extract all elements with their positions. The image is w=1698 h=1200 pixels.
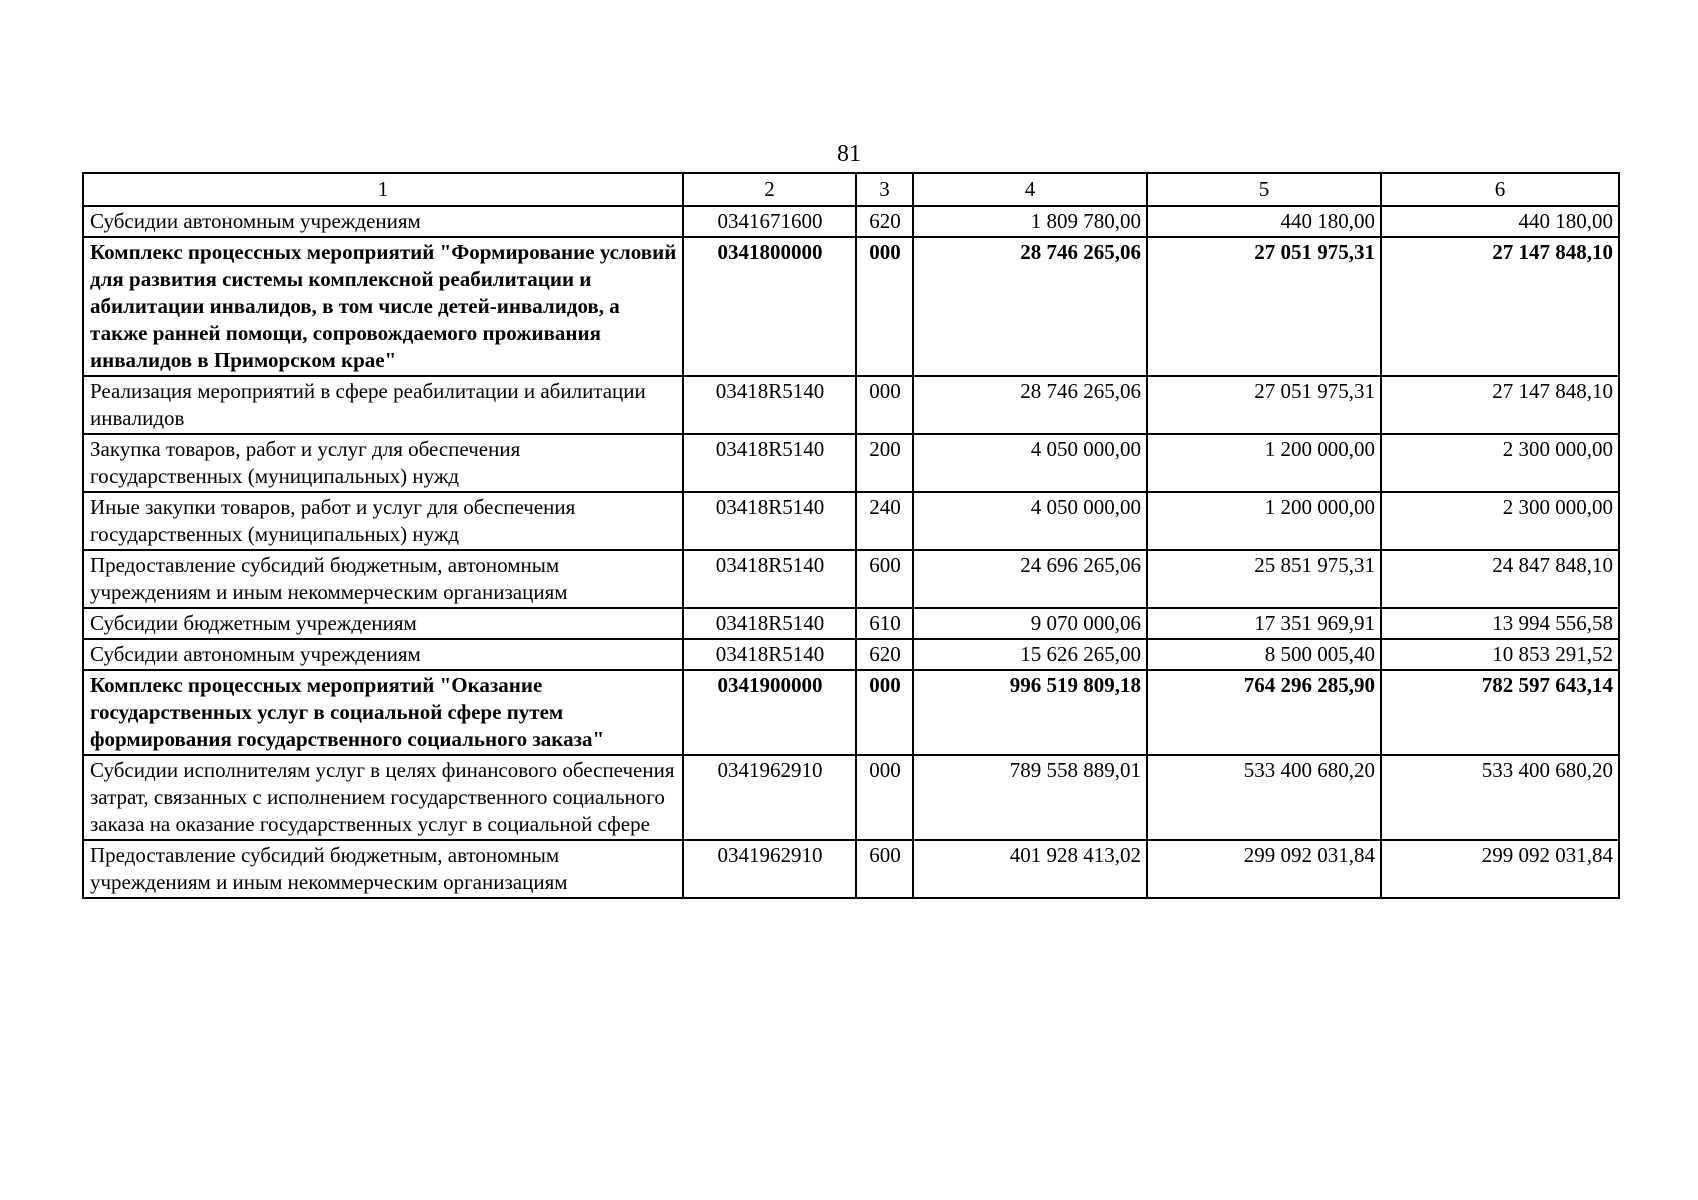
row-amount-col6: 440 180,00	[1381, 206, 1619, 237]
row-amount-col6: 10 853 291,52	[1381, 639, 1619, 670]
row-amount-col6: 533 400 680,20	[1381, 755, 1619, 840]
row-type-cell: 620	[856, 639, 913, 670]
row-code-cell: 03418R5140	[683, 492, 856, 550]
row-code-cell: 0341962910	[683, 840, 856, 898]
row-name-cell: Субсидии исполнителям услуг в целях финансового обеспечения затрат, связанных с исполнением государственного социального заказа на оказание государственных услуг в социальной сфере	[83, 755, 683, 840]
table-row	[83, 639, 1619, 670]
page-number: 81	[837, 141, 861, 167]
table-row	[83, 206, 1619, 237]
row-amount-col6: 27 147 848,10	[1381, 237, 1619, 376]
row-amount-col5: 8 500 005,40	[1147, 639, 1381, 670]
row-amount-col6: 13 994 556,58	[1381, 608, 1619, 639]
row-type-cell: 610	[856, 608, 913, 639]
column-header: 4	[913, 173, 1147, 206]
column-header: 5	[1147, 173, 1381, 206]
row-type-cell: 000	[856, 755, 913, 840]
row-amount-col5: 533 400 680,20	[1147, 755, 1381, 840]
row-amount-col4: 9 070 000,06	[913, 608, 1147, 639]
row-code-cell: 0341900000	[683, 670, 856, 755]
row-amount-col5: 27 051 975,31	[1147, 237, 1381, 376]
row-amount-col6: 24 847 848,10	[1381, 550, 1619, 608]
row-amount-col5: 440 180,00	[1147, 206, 1381, 237]
row-name-cell: Закупка товаров, работ и услуг для обеспечения государственных (муниципальных) нужд	[83, 434, 683, 492]
table-row	[83, 840, 1619, 898]
row-amount-col4: 24 696 265,06	[913, 550, 1147, 608]
row-code-cell: 0341962910	[683, 755, 856, 840]
row-amount-col4: 28 746 265,06	[913, 376, 1147, 434]
row-amount-col5: 25 851 975,31	[1147, 550, 1381, 608]
row-code-cell: 0341800000	[683, 237, 856, 376]
row-name-cell: Субсидии бюджетным учреждениям	[83, 608, 683, 639]
row-name-cell: Комплекс процессных мероприятий "Оказание государственных услуг в социальной сфере путем формирования государственного социального заказа"	[83, 670, 683, 755]
row-amount-col4: 996 519 809,18	[913, 670, 1147, 755]
row-amount-col6: 2 300 000,00	[1381, 492, 1619, 550]
row-amount-col5: 1 200 000,00	[1147, 492, 1381, 550]
row-type-cell: 240	[856, 492, 913, 550]
row-amount-col5: 17 351 969,91	[1147, 608, 1381, 639]
table-row	[83, 376, 1619, 434]
row-name-cell: Предоставление субсидий бюджетным, автономным учреждениям и иным некоммерческим организациям	[83, 550, 683, 608]
row-code-cell: 03418R5140	[683, 376, 856, 434]
row-type-cell: 600	[856, 550, 913, 608]
row-amount-col4: 4 050 000,00	[913, 492, 1147, 550]
row-name-cell: Субсидии автономным учреждениям	[83, 639, 683, 670]
row-amount-col4: 15 626 265,00	[913, 639, 1147, 670]
table-row	[83, 550, 1619, 608]
row-type-cell: 600	[856, 840, 913, 898]
row-type-cell: 000	[856, 237, 913, 376]
row-amount-col4: 789 558 889,01	[913, 755, 1147, 840]
row-amount-col4: 28 746 265,06	[913, 237, 1147, 376]
table-row	[83, 670, 1619, 755]
column-header: 6	[1381, 173, 1619, 206]
row-name-cell: Субсидии автономным учреждениям	[83, 206, 683, 237]
row-amount-col5: 299 092 031,84	[1147, 840, 1381, 898]
budget-table	[82, 172, 1620, 899]
row-name-cell: Предоставление субсидий бюджетным, автономным учреждениям и иным некоммерческим организациям	[83, 840, 683, 898]
row-amount-col4: 401 928 413,02	[913, 840, 1147, 898]
table-row	[83, 237, 1619, 376]
row-code-cell: 03418R5140	[683, 434, 856, 492]
row-amount-col5: 1 200 000,00	[1147, 434, 1381, 492]
row-amount-col6: 27 147 848,10	[1381, 376, 1619, 434]
row-name-cell: Реализация мероприятий в сфере реабилитации и абилитации инвалидов	[83, 376, 683, 434]
row-type-cell: 000	[856, 376, 913, 434]
table-row	[83, 434, 1619, 492]
column-header: 1	[83, 173, 683, 206]
row-name-cell: Иные закупки товаров, работ и услуг для обеспечения государственных (муниципальных) нужд	[83, 492, 683, 550]
column-number-row	[83, 173, 1619, 206]
row-amount-col4: 1 809 780,00	[913, 206, 1147, 237]
table-row	[83, 492, 1619, 550]
row-name-cell: Комплекс процессных мероприятий "Формирование условий для развития системы комплексной реабилитации и абилитации инвалидов, в том числе детей-инвалидов, а также ранней помощи, сопровождаемого проживания инвалидов в Приморском крае"	[83, 237, 683, 376]
row-type-cell: 000	[856, 670, 913, 755]
row-amount-col5: 27 051 975,31	[1147, 376, 1381, 434]
row-type-cell: 620	[856, 206, 913, 237]
row-amount-col6: 782 597 643,14	[1381, 670, 1619, 755]
row-code-cell: 0341671600	[683, 206, 856, 237]
row-amount-col4: 4 050 000,00	[913, 434, 1147, 492]
row-code-cell: 03418R5140	[683, 550, 856, 608]
table-row	[83, 608, 1619, 639]
row-amount-col6: 2 300 000,00	[1381, 434, 1619, 492]
row-code-cell: 03418R5140	[683, 639, 856, 670]
row-amount-col5: 764 296 285,90	[1147, 670, 1381, 755]
column-header: 2	[683, 173, 856, 206]
row-code-cell: 03418R5140	[683, 608, 856, 639]
column-header: 3	[856, 173, 913, 206]
row-amount-col6: 299 092 031,84	[1381, 840, 1619, 898]
table-row	[83, 755, 1619, 840]
row-type-cell: 200	[856, 434, 913, 492]
